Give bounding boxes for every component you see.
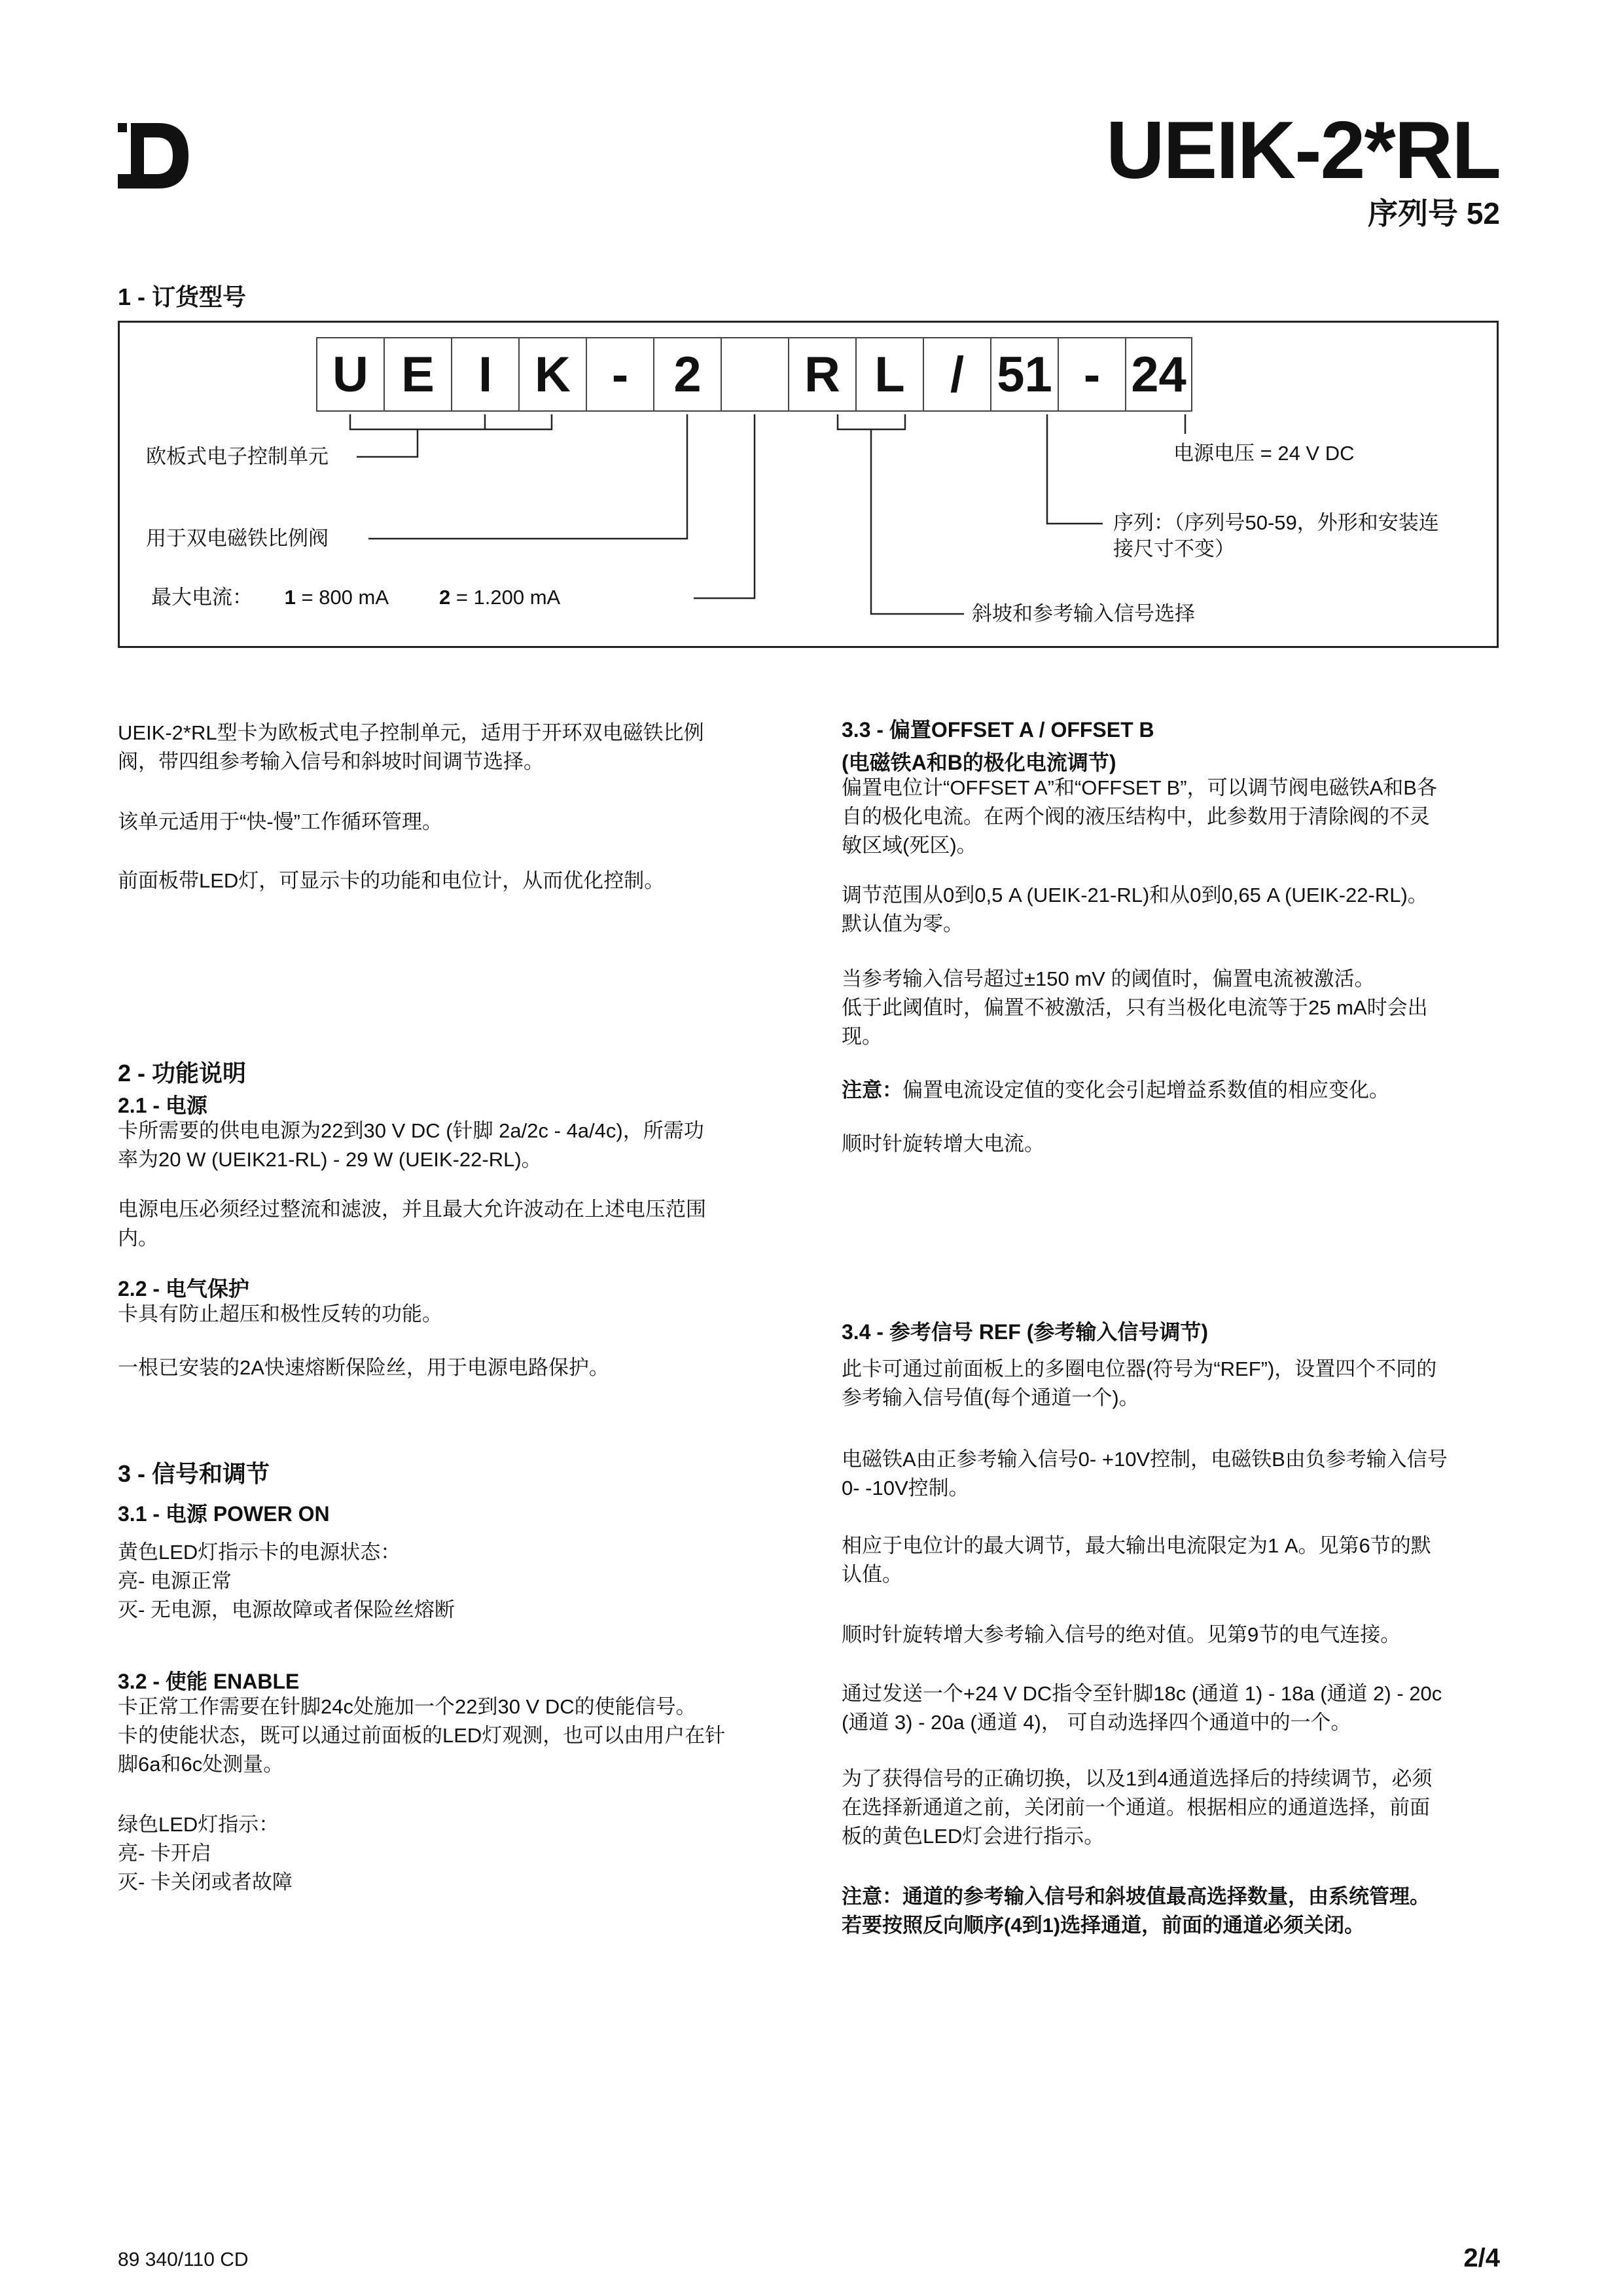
section-3-4-paragraph-5: 通过发送一个+24 V DC指令至针脚18c (通道 1) - 18a (通道 2) - 20c (通道 3) - 20a (通道 4)， 可自动选择四个通道中的一个。 (842, 1682, 1442, 1734)
code-cell: 51 (990, 337, 1058, 412)
section-3-4-paragraph-6: 为了获得信号的正确切换，以及1到4通道选择后的持续调节，必须 在选择新通道之前，关闭前一个通道。根据相应的通道选择，前面 板的黄色LED灯会进行指示。 (842, 1767, 1433, 1848)
section-2-2-paragraph-2: 一根已安装的2A快速熔断保险丝，用于电源电路保护。 (118, 1356, 609, 1379)
section-2-1-paragraph-1: 卡所需要的供电电源为22到30 V DC (针脚 2a/2c - 4a/4c)，所需功 率为20 W (UEIK21-RL) - 29 W (UEIK-22-RL)。 (118, 1119, 704, 1171)
document-title: UEIK-2*RL (1105, 105, 1500, 196)
section-3-4-note: 注意：通道的参考输入信号和斜坡值最高选择数量，由系统管理。 若要按照反向顺序(4到1)选择通道，前面的通道必须关闭。 (842, 1885, 1430, 1937)
section-2-2-paragraph-1: 卡具有防止超压和极性反转的功能。 (118, 1302, 442, 1325)
section-3-heading: 3 - 信号和调节 (118, 1460, 270, 1487)
section-3-4-heading: 3.4 - 参考信号 REF (参考输入信号调节) (842, 1320, 1209, 1344)
section-1-heading: 1 - 订货型号 (118, 283, 247, 310)
label-series: 序列：（序列号50-59，外形和安装连 接尺寸不变） (1113, 511, 1439, 560)
code-cell: I (451, 337, 518, 412)
label-ramp: 斜坡和参考输入信号选择 (972, 602, 1195, 625)
label-voltage: 电源电压 = 24 V DC (1173, 442, 1355, 465)
intro-paragraph-2: 该单元适用于“快-慢”工作循环管理。 (118, 810, 442, 833)
label-valve: 用于双电磁铁比例阀 (146, 527, 329, 550)
section-3-2-lines: 卡正常工作需要在针脚24c处施加一个22到30 V DC的使能信号。 卡的使能状态，既可以通过前面板的LED灯观测，也可以由用户在针 脚6a和6c处测量。 (118, 1695, 726, 1776)
section-3-4-paragraph-2: 电磁铁A由正参考输入信号0- +10V控制，电磁铁B由负参考输入信号 0- -10V控制。 (842, 1448, 1448, 1499)
section-3-3-paragraph-4: 顺时针旋转增大电流。 (842, 1132, 1044, 1155)
section-3-3-note: 注意：偏置电流设定值的变化会引起增益系数值的相应变化。 (842, 1079, 1389, 1102)
label-unit: 欧板式电子控制单元 (146, 445, 329, 468)
section-3-3-heading: 3.3 - 偏置OFFSET A / OFFSET B (电磁铁A和B的极化电流调节) (842, 718, 1154, 774)
code-cell: K (518, 337, 586, 412)
section-3-1-heading: 3.1 - 电源 POWER ON (118, 1502, 330, 1526)
section-2-heading: 2 - 功能说明 (118, 1060, 247, 1086)
brand-logo (118, 123, 190, 188)
section-3-4-paragraph-3: 相应于电位计的最大调节，最大输出电流限定为1 A。见第6节的默 认值。 (842, 1534, 1431, 1586)
section-3-3-paragraph-2: 调节范围从0到0,5 A (UEIK-21-RL)和从0到0,65 A (UEIK-22-RL)。 默认值为零。 (842, 884, 1428, 935)
code-cell: - (586, 337, 653, 412)
intro-paragraph-1: UEIK-2*RL型卡为欧板式电子控制单元，适用于开环双电磁铁比例 阀，带四组参考输入信号和斜坡时间调节选择。 (118, 721, 704, 773)
section-3-2-led-lines: 绿色LED灯指示： 亮- 卡开启 灭- 卡关闭或者故障 (118, 1813, 293, 1893)
section-2-2-heading: 2.2 - 电气保护 (118, 1277, 249, 1300)
section-3-1-lines: 黄色LED灯指示卡的电源状态： 亮- 电源正常 灭- 无电源，电源故障或者保险丝熔断 (118, 1541, 455, 1621)
section-2-1-paragraph-2: 电源电压必须经过整流和滤波，并且最大允许波动在上述电压范围 内。 (118, 1198, 706, 1249)
code-cell: U (316, 337, 383, 412)
page-number: 2/4 (1463, 2244, 1500, 2272)
section-3-2-heading: 3.2 - 使能 ENABLE (118, 1670, 300, 1693)
section-3-4-paragraph-1: 此卡可通过前面板上的多圈电位器(符号为“REF”)，设置四个不同的 参考输入信号值(每个通道一个)。 (842, 1357, 1437, 1409)
code-cell: R (788, 337, 855, 412)
code-cell: E (383, 337, 451, 412)
document-number: 89 340/110 CD (118, 2249, 249, 2270)
label-current: 最大电流： 1 = 800 mA 2 = 1.200 mA (151, 586, 561, 609)
section-3-4-paragraph-4: 顺时针旋转增大参考输入信号的绝对值。见第9节的电气连接。 (842, 1623, 1401, 1646)
section-3-3-paragraph-3: 当参考输入信号超过±150 mV 的阈值时，偏置电流被激活。 低于此阈值时，偏置不被激活，只有当极化电流等于25 mA时会出 现。 (842, 967, 1428, 1048)
section-2-1-heading: 2.1 - 电源 (118, 1094, 207, 1117)
code-cell: L (855, 337, 923, 412)
document-subtitle: 序列号 52 (1368, 196, 1500, 230)
code-cell: 2 (653, 337, 721, 412)
code-cell: - (1058, 337, 1125, 412)
section-3-3-paragraph-1: 偏置电位计“OFFSET A”和“OFFSET B”，可以调节阀电磁铁A和B各 自的极化电流。在两个阀的液压结构中，此参数用于清除阀的不灵 敏区域(死区)。 (842, 776, 1437, 857)
ordering-code-box (118, 321, 1499, 648)
code-cell: / (923, 337, 990, 412)
intro-paragraph-3: 前面板带LED灯，可显示卡的功能和电位计，从而优化控制。 (118, 869, 665, 892)
code-cell: 24 (1125, 337, 1192, 412)
